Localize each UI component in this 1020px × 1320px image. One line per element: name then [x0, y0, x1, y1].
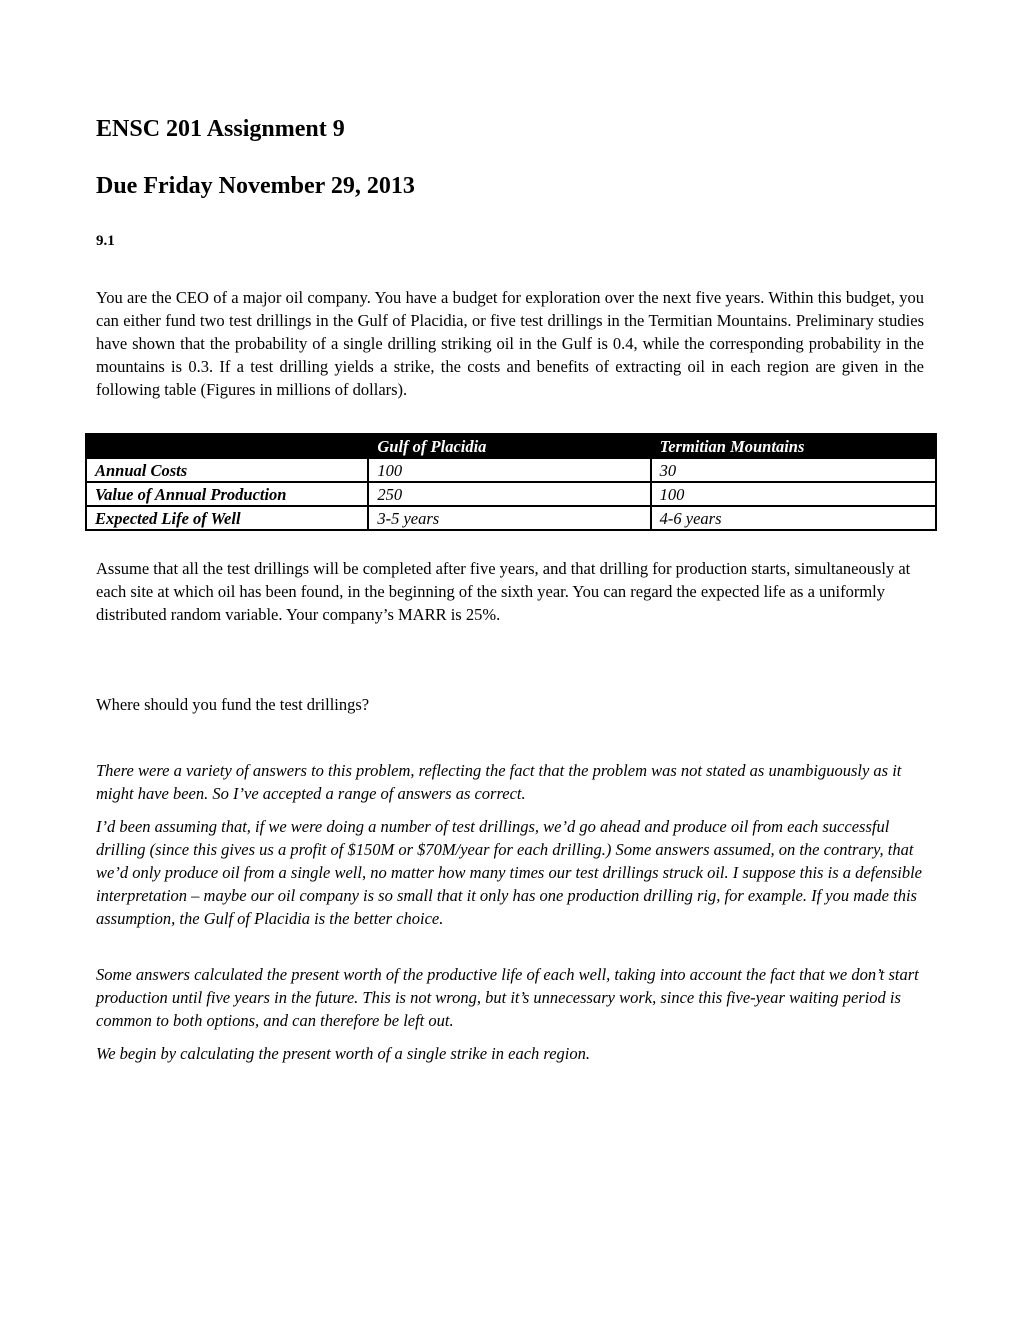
- gulf-value: 100: [368, 458, 650, 482]
- answer-paragraph-2: I’d been assuming that, if we were doing a number of test drillings, we’d go ahead and produce oil from each successful drilling (since this gives us a profit of $150M or $70M/year for each drilling.) Some answers assumed, on the contrary, that we’d only produce oil from a single well, no matter how many times our test drillings struck oil. I suppose this is a defensible interpretation – maybe our oil company is so small that it only has one production drilling rig, for example. If you made this assumption, the Gulf of Placidia is the better choice.: [96, 817, 923, 928]
- gulf-value: 250: [368, 482, 650, 506]
- question-intro: You are the CEO of a major oil company. You have a budget for exploration over the next five years. Within this budget, you can either fund two test drillings in the Gulf of Placidia, or five test drillings in the Termitian Mountains. Preliminary studies have shown that the probability of a single drilling striking oil in the Gulf is 0.4, while the corresponding probability in the mountains is 0.3. If a test drilling yields a strike, the costs and benefits of extracting oil in each region are given in the following table (Figures in millions of dollars).: [96, 288, 924, 399]
- table-header-cell: Termitian Mountains: [651, 434, 936, 458]
- question-assumption: Assume that all the test drillings will be completed after five years, and that drilling for production starts, simultaneously at each site at which oil has been found, in the beginning of the sixth year. You can regard the expected life as a uniformly distributed random variable. Your company’s MARR is 25%.: [96, 559, 911, 624]
- gulf-value: 3-5 years: [368, 506, 650, 530]
- row-label: Annual Costs: [86, 458, 368, 482]
- table-row: [86, 482, 936, 506]
- row-label: Value of Annual Production: [86, 482, 368, 506]
- mountains-value: 100: [651, 482, 936, 506]
- table-header-cell: Gulf of Placidia: [368, 434, 650, 458]
- mountains-value: 4-6 years: [651, 506, 936, 530]
- question-prompt: Where should you fund the test drillings?: [96, 695, 370, 714]
- answer-paragraph-4: We begin by calculating the present worth of a single strike in each region.: [96, 1044, 591, 1063]
- cost-benefit-table: [85, 433, 937, 531]
- table-row: [86, 506, 936, 530]
- answer-paragraph-1: There were a variety of answers to this problem, reflecting the fact that the problem was not stated as unambiguously as it might have been. So I’ve accepted a range of answers as correct.: [96, 761, 902, 803]
- answer-paragraph-3: Some answers calculated the present worth of the productive life of each well, taking into account the fact that we don’t start production until five years in the future. This is not wrong, but it’s unnecessary work, since this five-year waiting period is common to both options, and can therefore be left out.: [96, 965, 919, 1030]
- question-number: 9.1: [96, 233, 115, 249]
- assignment-title: ENSC 201 Assignment 9: [96, 116, 345, 142]
- table-header-row: [86, 434, 936, 458]
- due-date-heading: Due Friday November 29, 2013: [96, 173, 415, 199]
- row-label: Expected Life of Well: [86, 506, 368, 530]
- mountains-value: 30: [651, 458, 936, 482]
- table-row: [86, 458, 936, 482]
- table-header-cell: [86, 434, 368, 458]
